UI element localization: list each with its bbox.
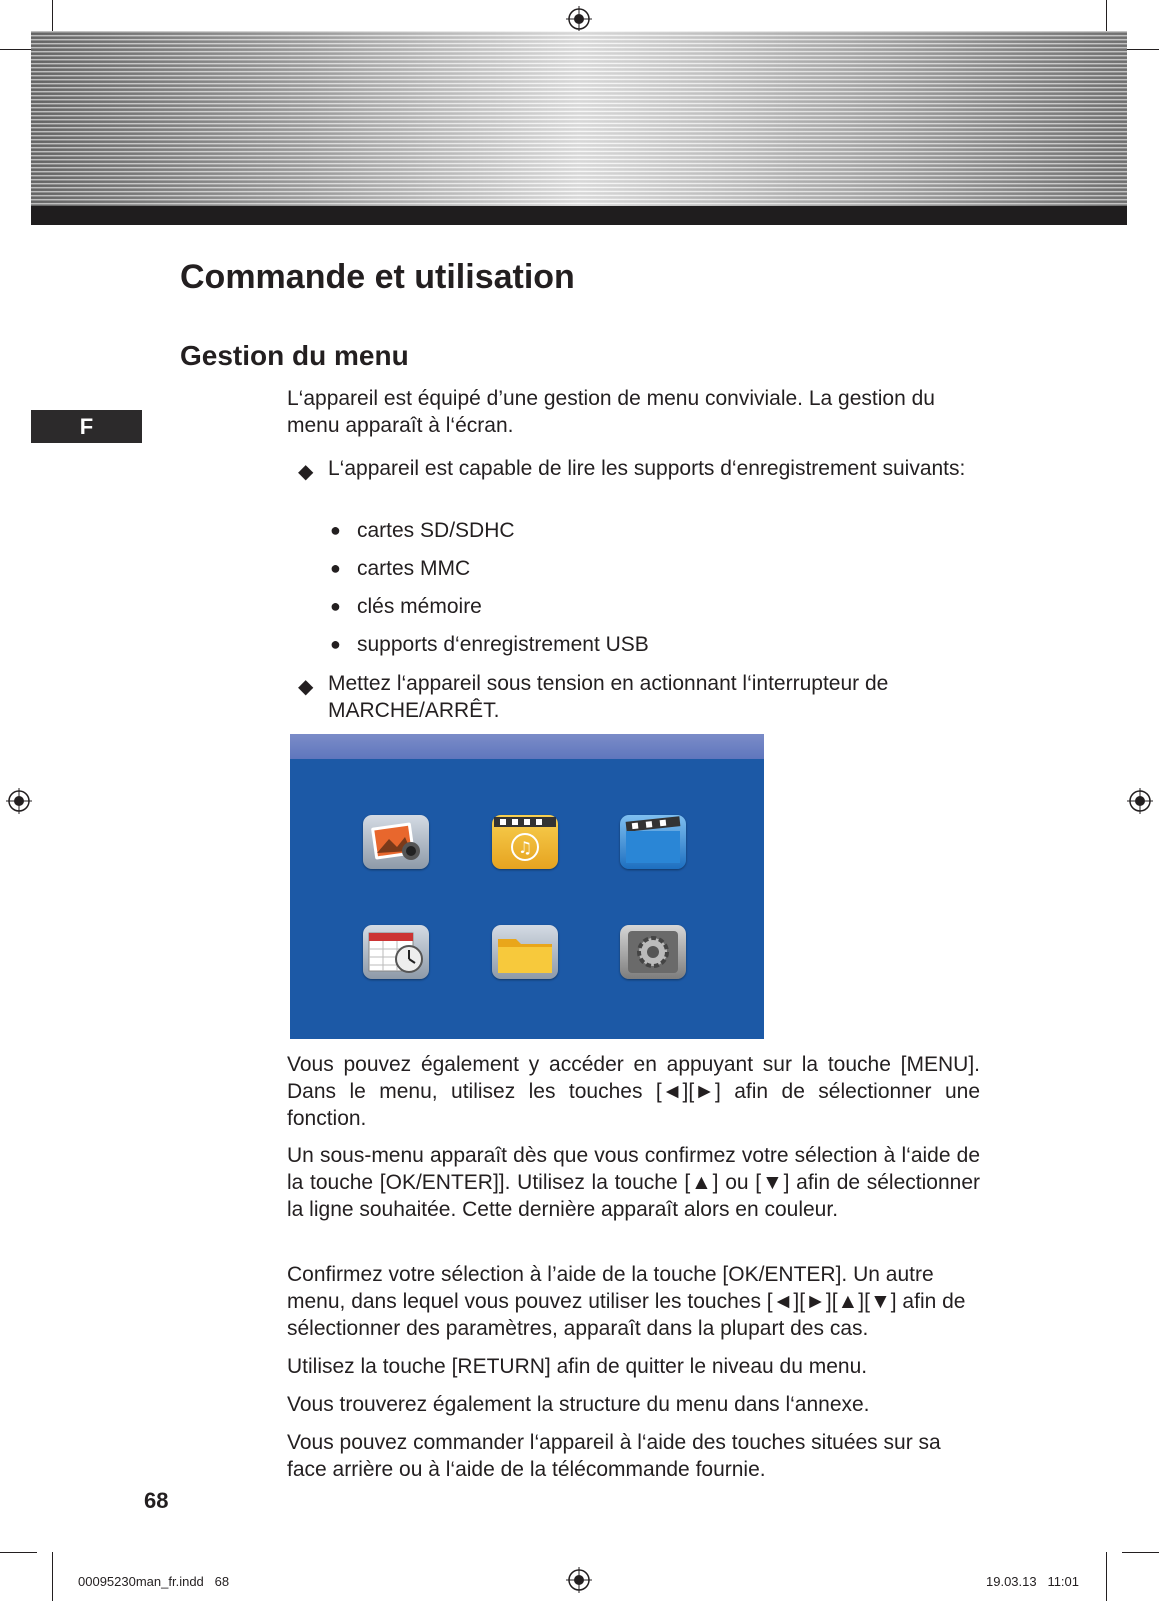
crop-mark <box>1106 1552 1107 1601</box>
sub-list-item-text: supports d‘enregistrement USB <box>357 633 649 656</box>
diamond-bullet-icon: ◆ <box>298 676 314 698</box>
print-date: 19.03.13 11:01 <box>986 1574 1080 1589</box>
section-title: Gestion du menu <box>180 340 409 371</box>
crop-mark <box>52 1552 53 1601</box>
body-paragraph: Vous pouvez commander l‘appareil à l‘aide des touches situées sur sa face arrière ou à l‘aide de la télécommande fournie. <box>287 1431 941 1481</box>
dot-bullet-icon: ● <box>330 596 341 616</box>
crop-mark <box>1122 49 1159 50</box>
photo-icon <box>363 815 429 869</box>
sub-list-item-text: cartes MMC <box>357 557 471 580</box>
sub-list-item-text: cartes SD/SDHC <box>357 519 515 542</box>
svg-text:♫: ♫ <box>517 838 533 857</box>
music-icon <box>492 815 558 869</box>
dot-bullet-icon: ● <box>330 558 341 578</box>
intro-paragraph: L‘appareil est équipé d’une gestion de menu conviviale. La gestion du menu apparaît à l‘écran. <box>287 387 935 437</box>
header-bar <box>31 206 1127 225</box>
registration-mark-icon <box>6 788 32 814</box>
settings-icon <box>620 925 686 979</box>
dot-bullet-icon: ● <box>330 634 341 654</box>
body-paragraph: Vous trouverez également la structure du menu dans l‘annexe. <box>287 1393 870 1416</box>
language-tab: F <box>31 410 142 443</box>
dot-bullet-icon: ● <box>330 520 341 540</box>
list-item <box>298 455 988 511</box>
crop-mark <box>0 1552 37 1553</box>
body-paragraph: Un sous-menu apparaît dès que vous confirmez votre sélection à l‘aide de la touche [OK/ENTER]]. Utilisez la touche [▲] ou [▼] afin de sélectionner la ligne souhaitée. Cette dernière apparaît alors en couleur. <box>287 1144 980 1221</box>
registration-mark-icon <box>566 1567 592 1593</box>
registration-mark-icon <box>566 6 592 32</box>
list-item <box>298 670 988 726</box>
file-slug: 00095230man_fr.indd 68 <box>78 1574 230 1589</box>
calendar-clock-icon <box>363 925 429 979</box>
page-title: Commande et utilisation <box>180 258 575 296</box>
diamond-bullet-icon: ◆ <box>298 461 314 483</box>
list-item-text: L‘appareil est capable de lire les supports d‘enregistrement suivants: <box>328 457 966 480</box>
page-number: 68 <box>144 1488 169 1513</box>
body-paragraph: Utilisez la touche [RETURN] afin de quitter le niveau du menu. <box>287 1355 868 1378</box>
header-banner <box>31 31 1127 206</box>
folder-icon <box>492 925 558 979</box>
registration-mark-icon <box>1127 788 1153 814</box>
menu-screen-figure <box>290 734 764 1039</box>
body-paragraph: Vous pouvez également y accéder en appuyant sur la touche [MENU]. Dans le menu, utilisez les touches [◄][►] afin de sélectionner une fonction. <box>287 1053 980 1130</box>
body-paragraph: Confirmez votre sélection à l’aide de la touche [OK/ENTER]. Un autre menu, dans lequel vous pouvez utiliser les touches [◄][►][▲][▼] afin de sélectionner des paramètres, apparaît dans la plupart des cas. <box>287 1263 966 1340</box>
menu-screen-title-bar <box>290 734 764 759</box>
list-item-text: Mettez l‘appareil sous tension en actionnant l‘interrupteur de MARCHE/ARRÊT. <box>328 672 889 722</box>
sub-list-item-text: clés mémoire <box>357 595 482 618</box>
crop-mark <box>1122 1552 1159 1553</box>
movie-icon <box>620 815 686 869</box>
